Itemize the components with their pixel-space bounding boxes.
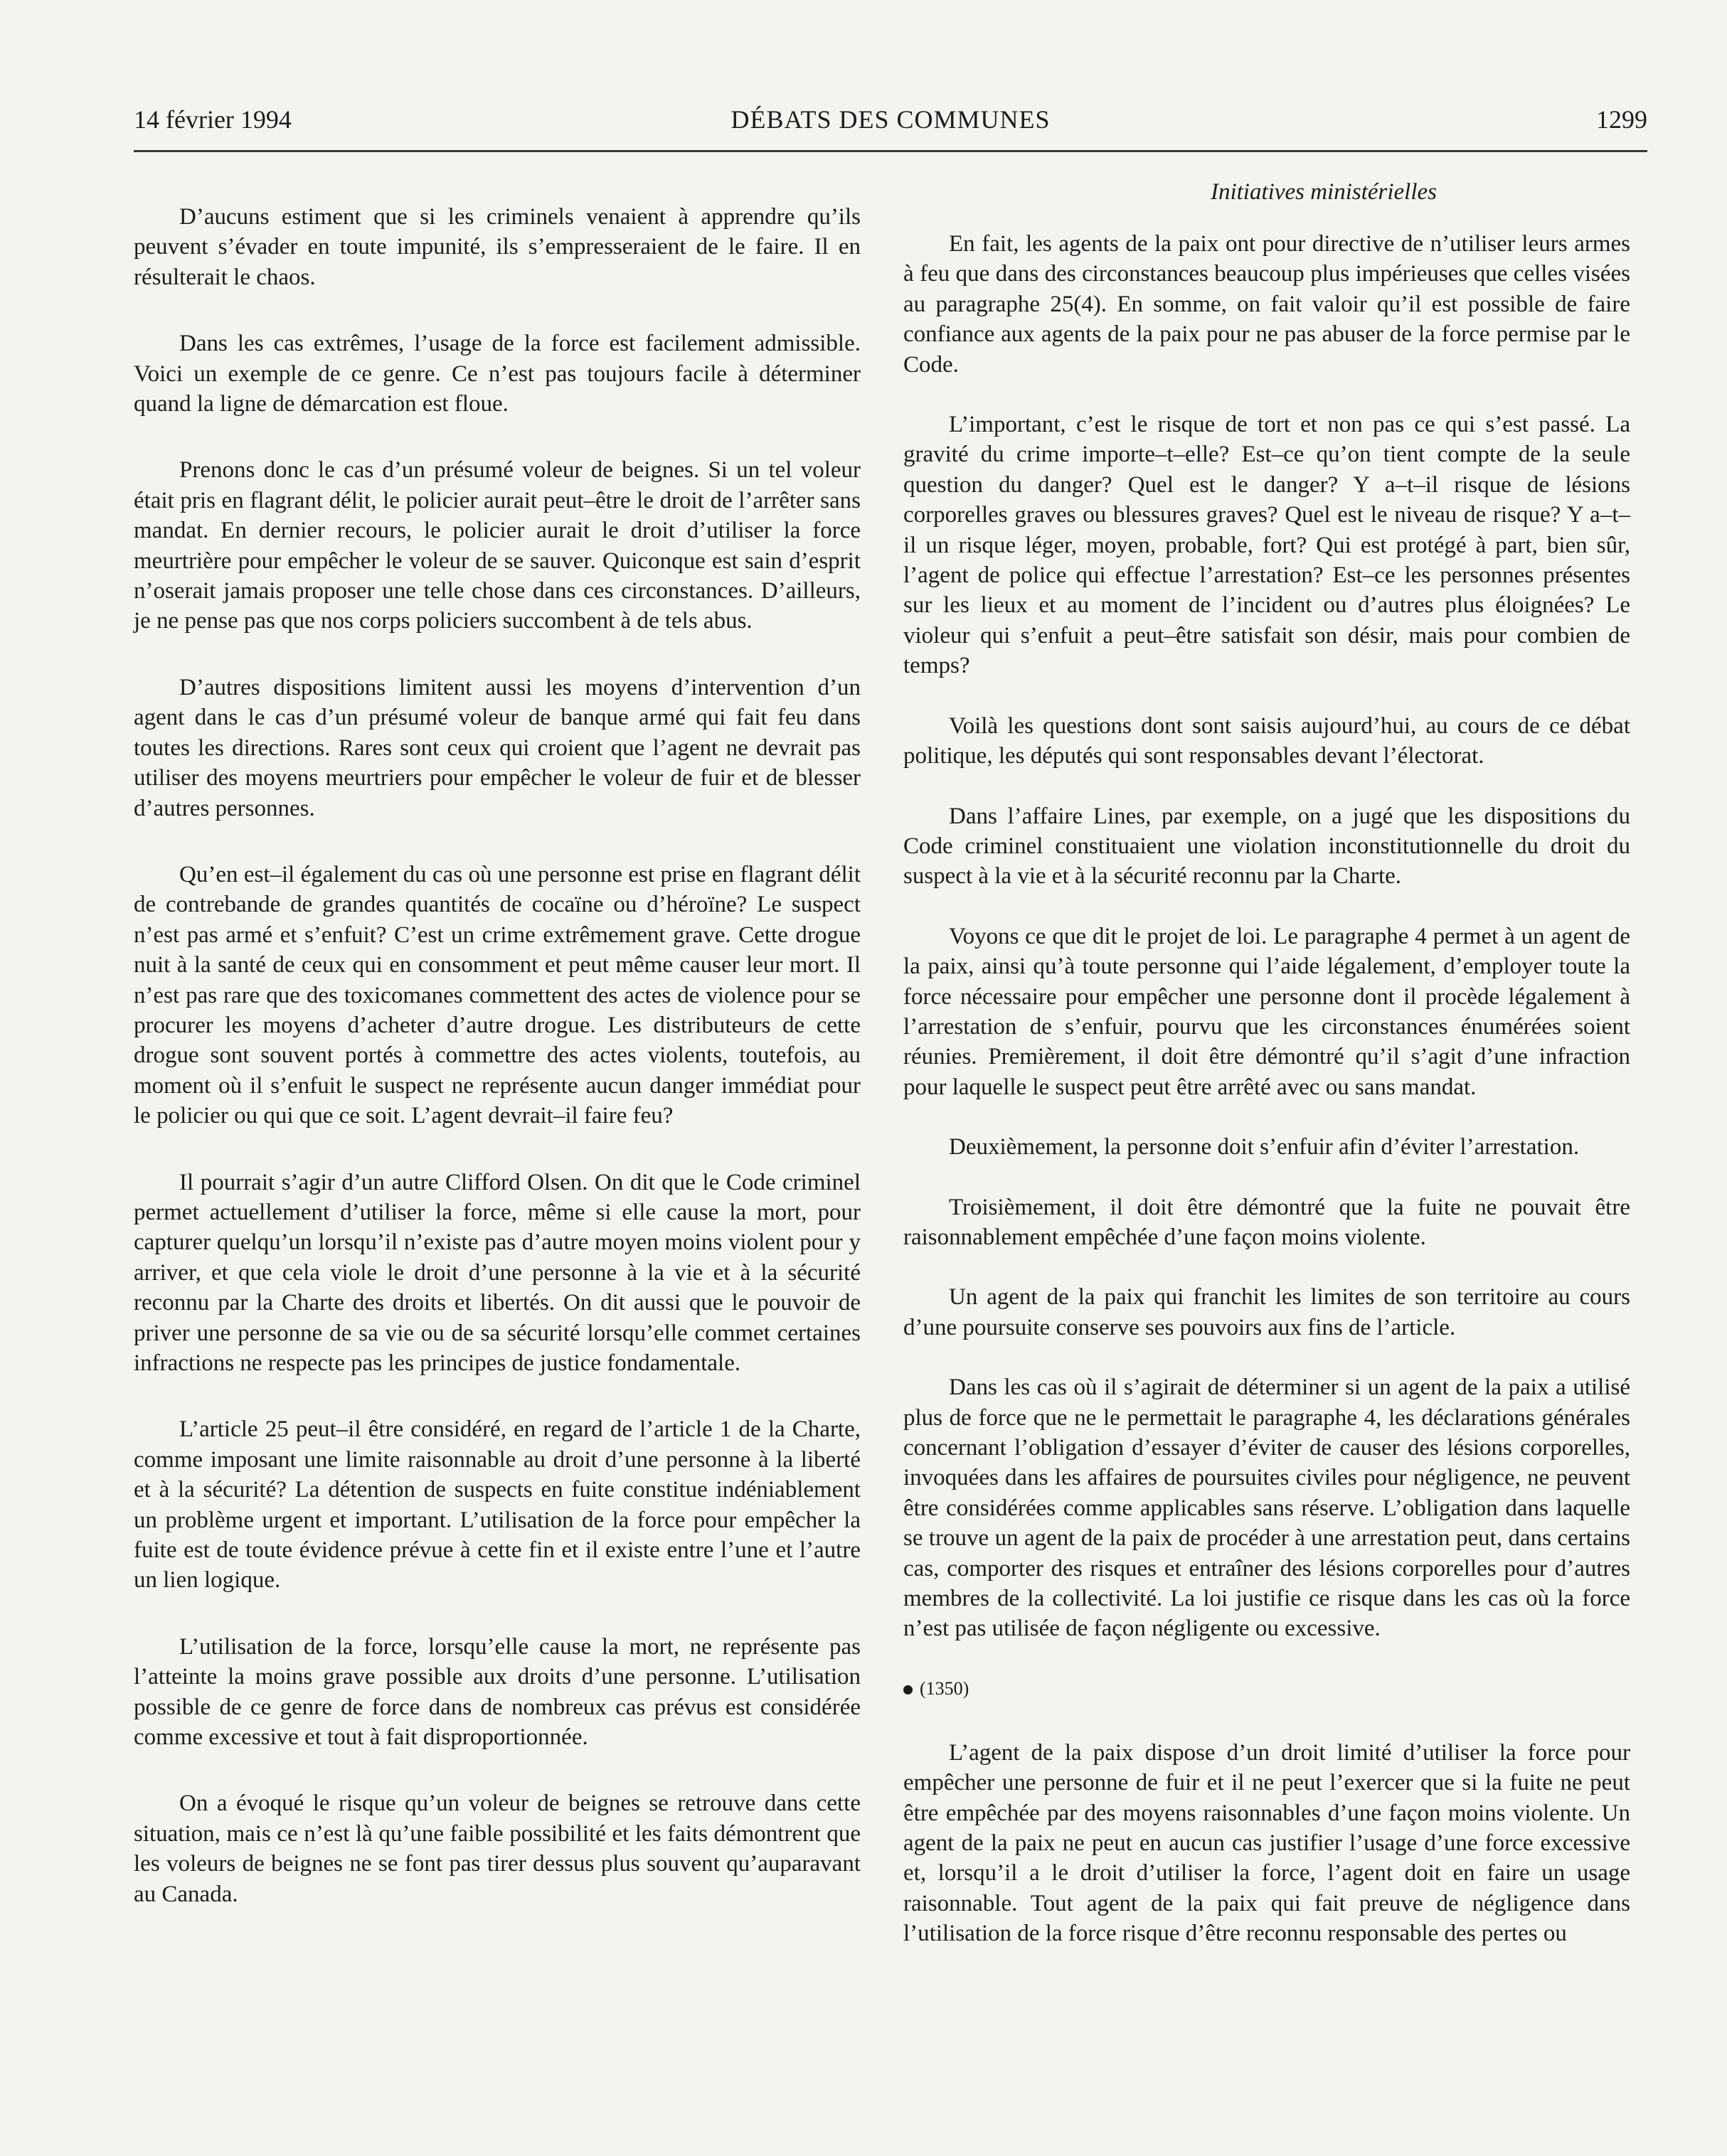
paragraph: D’autres dispositions limitent aussi les moyens d’intervention d’un agent dans le cas d’un présumé voleur de banque armé qui fait feu dans toutes les directions. Rares sont ceux qui croient que l’agent ne devrait pas utiliser des moyens meurtriers pour empêcher le voleur de fuir et de blesser d’autres personnes. xyxy=(134,674,861,821)
paragraph: Dans les cas extrêmes, l’usage de la force est facilement admissible. Voici un exemple de ce genre. Ce n’est pas toujours facile à déterminer quand la ligne de démarcation est floue. xyxy=(134,331,861,417)
paragraph: L’article 25 peut–il être considéré, en regard de l’article 1 de la Charte, comme imposant une limite raisonnable au droit d’une personne à la liberté et à la sécurité? La détention de suspects en fuite constitue indéniablement un problème urgent et important. L’utilisation de la force pour empêcher la fuite est de toute évidence prévue à cette fin et il existe entre l’une et l’autre un lien logique. xyxy=(134,1416,861,1594)
paragraph: Dans l’affaire Lines, par exemple, on a jugé que les dispositions du Code criminel constituaient une violation inconstitutionnelle du droit du suspect à la vie et à la sécurité reconnu par la Charte. xyxy=(903,803,1630,890)
header-date: 14 février 1994 xyxy=(134,105,292,134)
bullet-icon xyxy=(903,1685,913,1695)
paragraph: En fait, les agents de la paix ont pour directive de n’utiliser leurs armes à feu que dans des circonstances beaucoup plus impérieuses que celles visées au paragraphe 25(4). En somme, on fait valoir qu’il est possible de faire confiance aux agents de la paix pour ne pas abuser de la force permise par le Code. xyxy=(903,231,1630,378)
page-header xyxy=(134,104,1647,146)
paragraph: Deuxièmement, la personne doit s’enfuir afin d’éviter l’arrestation. xyxy=(949,1134,1580,1160)
header-title: DÉBATS DES COMMUNES xyxy=(730,105,1051,134)
paragraph: On a évoqué le risque qu’un voleur de beignes se retrouve dans cette situation, mais ce n’est là qu’une faible possibilité et les faits démontrent que les voleurs de beignes ne se font pas tirer dessus plus souvent qu’auparavant au Canada. xyxy=(134,1791,861,1907)
page-number: 1299 xyxy=(1596,105,1647,134)
paragraph: Prenons donc le cas d’un présumé voleur de beignes. Si un tel voleur était pris en flagrant délit, le policier aurait peut–être le droit de l’arrêter sans mandat. En dernier recours, le policier aurait le droit d’utiliser la force meurtrière pour empêcher le voleur de se sauver. Quiconque est sain d’esprit n’oserait jamais proposer une telle chose dans ces circonstances. D’ailleurs, je ne pense pas que nos corps policiers succombent à de tels abus. xyxy=(134,457,861,634)
timestamp-marker xyxy=(903,1674,1630,1704)
right-column xyxy=(903,176,1630,1979)
timestamp-text: (1350) xyxy=(920,1677,969,1699)
paragraph: Qu’en est–il également du cas où une personne est prise en flagrant délit de contrebande de grandes quantités de cocaïne ou d’héroïne? Le suspect n’est pas armé et s’enfuit? C’est un crime extrêmement grave. Cette drogue nuit à la santé de ceux qui en consomment et peut même causer leur mort. Il n’est pas rare que des toxicomanes commettent des actes de violence pour se procurer les moyens d’acheter d’autre drogue. Les distributeurs de cette drogue sont souvent portés à commettre des actes violents, toutefois, au moment où il s’enfuit le suspect ne représente aucun danger immédiat pour le policier ou qui que ce soit. L’agent devrait–il faire feu? xyxy=(134,861,861,1129)
paragraph: L’agent de la paix dispose d’un droit limité d’utiliser la force pour empêcher une personne de fuir et il ne peut l’exercer que si la fuite ne peut être empêchée par des moyens raisonnables d’une façon moins violente. Un agent de la paix ne peut en aucun cas justifier l’usage d’une force excessive et, lorsqu’il a le droit d’utiliser la force, l’agent doit en faire un usage raisonnable. Tout agent de la paix qui fait preuve de négligence dans l’utilisation de la force risque d’être reconnu responsable des pertes ou xyxy=(903,1739,1630,1947)
paragraph: Dans les cas où il s’agirait de déterminer si un agent de la paix a utilisé plus de force que ne le permettait le paragraphe 4, les déclarations générales concernant l’obligation d’essayer d’éviter de causer des lésions corporelles, invoquées dans les affaires de poursuites civiles pour négligence, ne peuvent être considérées comme applicables sans réserve. L’obligation dans laquelle se trouve un agent de la paix de procéder à une arrestation peut, dans certains cas, comporter des risques et entraîner des lésions corporelles pour d’autres membres de la collectivité. La loi justifie ce risque dans les cas où la force n’est pas utilisée de façon négligente ou excessive. xyxy=(903,1375,1630,1642)
left-column xyxy=(134,202,861,1946)
header-rule xyxy=(134,150,1647,152)
paragraph: L’important, c’est le risque de tort et non pas ce qui s’est passé. La gravité du crime importe–t–elle? Est–ce qu’on tient compte de la seule question du danger? Quel est le danger? Y a–t–il risque de lésions corporelles graves ou blessures graves? Quel est le niveau de risque? Y a–t–il un risque léger, moyen, probable, fort? Qui est protégé à part, bien sûr, l’agent de police qui effectue l’arrestation? Est–ce les personnes présentes sur les lieux et au moment de l’incident ou d’autres plus éloignées? Le violeur qui s’enfuit a peut–être satisfait son désir, mais pour combien de temps? xyxy=(903,412,1630,679)
paragraph: Voyons ce que dit le projet de loi. Le paragraphe 4 permet à un agent de la paix, ainsi qu’à toute personne qui l’aide légalement, d’employer toute la force nécessaire pour empêcher une personne dont il procède légalement à l’arrestation de s’enfuir, pourvu que les circonstances énumérées soient réunies. Premièrement, il doit être démontré qu’il s’agit d’une infraction pour laquelle le suspect peut être arrêté avec ou sans mandat. xyxy=(903,923,1630,1100)
paragraph: Troisièmement, il doit être démontré que la fuite ne pouvait être raisonnablement empêchée d’une façon moins violente. xyxy=(903,1194,1630,1250)
section-label: Initiatives ministérielles xyxy=(1210,179,1438,205)
paragraph: Un agent de la paix qui franchit les limites de son territoire au cours d’une poursuite conserve ses pouvoirs aux fins de l’article. xyxy=(903,1284,1630,1340)
paragraph: L’utilisation de la force, lorsqu’elle cause la mort, ne représente pas l’atteinte la moins grave possible aux droits d’une personne. L’utilisation possible de ce genre de force dans de nombreux cas prévus est considérée comme excessive et tout à fait disproportionnée. xyxy=(134,1633,861,1751)
paragraph: Il pourrait s’agir d’un autre Clifford Olsen. On dit que le Code criminel permet actuellement d’utiliser la force, même si elle cause la mort, pour capturer quelqu’un lorsqu’il n’existe pas d’autre moyen moins violent pour y arriver, et que cela viole le droit d’une personne à la vie et à la sécurité reconnu par la Charte des droits et libertés. On dit aussi que le pouvoir de priver une personne de sa vie ou de sa sécurité lorsqu’elle commet certaines infractions ne respecte pas les principes de justice fondamentale. xyxy=(134,1169,861,1376)
paragraph: D’aucuns estiment que si les criminels venaient à apprendre qu’ils peuvent s’évader en toute impunité, ils s’empresseraient de le faire. Il en résulterait le chaos. xyxy=(134,204,861,290)
paragraph: Voilà les questions dont sont saisis aujourd’hui, au cours de ce débat politique, les députés qui sont responsables devant l’électorat. xyxy=(903,713,1630,769)
